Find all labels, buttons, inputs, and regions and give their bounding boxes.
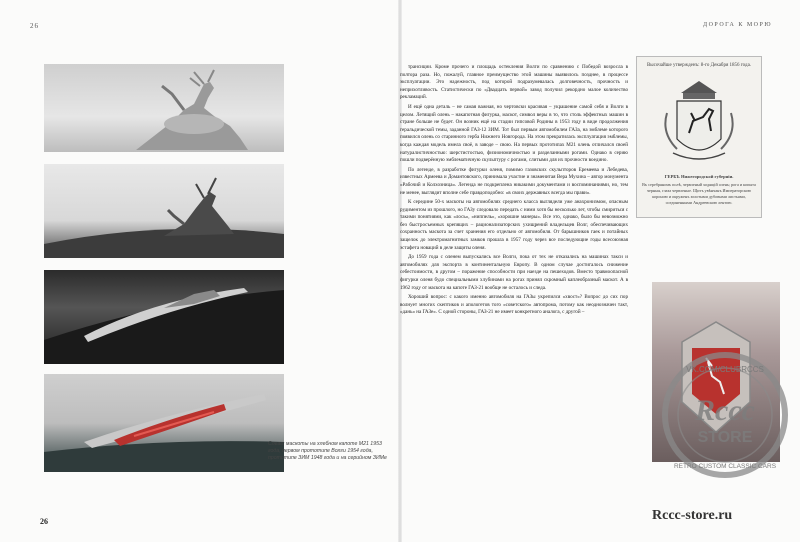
running-title: ДОРОГА К МОРЮ — [703, 22, 772, 28]
article-paragraph: И ещё одна деталь – не самая важная, но чертовски красивая – украшение самой себя и Волги в целом. Летящий олень – накапотная фигурка, маскот, символ веры в то, что столь эффектных машин в стране больше не будет. Он возник ещё на стадии гипсовой Родины в 1953 году в виде продолжения геральдической темы, заданной ГАЗ-12 ЗИМ. Тот был первым автомобилем ГАЗа, на эмблеме которого появился олень со старинного герба Нижнего Новгорода. На этом прекратилась эксплуатация эмблемы, когда каждая модель имела своё, в заводе – свою. На первых прототипах М21 олень отличался своей натуралистичностью: шерстистостью, физиономичностью и разделанными рогами. Однако в серию пошли подверённую эмблематичную скульптуру с рогами, слитыми для их прочности воедино. — [400, 103, 628, 164]
article-paragraph: Хороший вопрос: с какого именно автомобиля на ГАЗы укрепился «хвост»? Вопрос до сих пор волнует многих скептиков и апологетов того «советского» автопрома, потому как неоднозначен такт, «дань» на ГАЗе». С одной стороны, ГАЗ-21 не имеет конкретного аналога, с другой – — [400, 294, 628, 316]
article-paragraph: трансиции. Кроме прочего и площадь остекления Волги по сравнению с Победой возросла в полтора раза. Но, пожалуй, главное преимущество этой машины выявилось позднее, в процессе эксплуатации. Это надежность, под которой подразумевалась долговечность, прочность и неприхотливость. Статистически по «Двадцать первой» завод получил рекордно малое количество рекламаций. — [400, 64, 628, 101]
watermark-site-text: Rccc-store.ru — [652, 508, 733, 523]
article-paragraph: До 1959 года с оленем выпускались все Волги, пока от тех не отказались на машинах такси и автомобилях для экспорта в континентальную Европу. В одном случае достигалось снижение себестоимости, в другом – поражение способности при наезде на пешеходов. Вместо травмоопасной фигурки оленя будо специальными хлубинами на рогах принял скромный каплеобразный маскот. А в 1962 году от маскота на капоте ГАЗ-21 вообще не осталось и следа. — [400, 254, 628, 291]
page-number-top-left: 26 — [30, 22, 39, 30]
watermark-brand-bottom: STORE — [697, 429, 753, 446]
watermark-ring-bottom: RETRO CUSTOM CLASSIC CARS — [673, 463, 777, 470]
photo-red-mascot — [44, 374, 284, 472]
coat-of-arms-icon — [637, 73, 761, 173]
watermark-logo — [660, 350, 790, 480]
article-paragraph: К середине 50-х маскоты на автомобилях среднего класса выглядели уже анахронизмом, опасным рудиментом из прошлого, но ГАЗу следовало передать с ними хотя бы несколько лет, чтобы смириться с такими понятиями, как «лось», «ниппель», «хорошие манеры». Все это, однако, было бы невозможно без быстросъемных крепящих – рационализаторских ухищрений владельцев Волг, обеспечивающих сохранность маскота за счет хранения его отдельно от автомобиля. От барышников гаек и потайных защелок до электромагнитных замков прошла в 1957 году через все последующие годы всесоюзная эстафета новаций в деле защиты оленя. — [400, 199, 628, 251]
article-body — [400, 64, 628, 319]
photo-caption: Слева: маскоты на хлебном капоте М21 1953 года, первом прототипе Волги 1954 года, прототипе ЗИМ 1948 года и на серийном ЗИМе — [268, 441, 387, 461]
photo-deer-mascot-3 — [44, 270, 284, 364]
crest-description: Въ серебряномъ полѣ, червленый ходящiй олень; рога и копыта черныя, глаза червленые. Щитъ увѣнчанъ Императорскою короною и окруженъ золотыми дубовыми листьями, соединенными Андреевскою лентою. — [642, 182, 756, 205]
page-number-bottom-left: 26 — [40, 517, 48, 526]
watermark-brand-top: Rccc — [695, 394, 755, 427]
watermark-ring-text: VK.COM/CLUBRCCS — [686, 365, 764, 374]
photo-deer-mascot-1 — [44, 64, 284, 152]
crest-illustration — [636, 56, 762, 218]
crest-city: ГЕРБЪ Нижегородской губернiи. — [664, 174, 734, 179]
crest-text — [641, 174, 757, 206]
photo-deer-mascot-2 — [44, 164, 284, 258]
crest-heading: Высочайше утвержденъ: 8-го Декабря 1856 года. — [646, 63, 752, 68]
article-paragraph: По легенде, в разработке фигурки оленя, помимо газовских скульпторов Еремеева и Лебедева, известных Армеева и Домантовского, принимала участие и знаменитая Вера Мухина – автор монумента «Рабочий и Колхозница». Легенда не подкреплена никакими документами и воспоминаниями, но, тем не менее, выглядит вполне себе правдоподобно: «в своих державных всегда мы прави». — [400, 166, 628, 196]
